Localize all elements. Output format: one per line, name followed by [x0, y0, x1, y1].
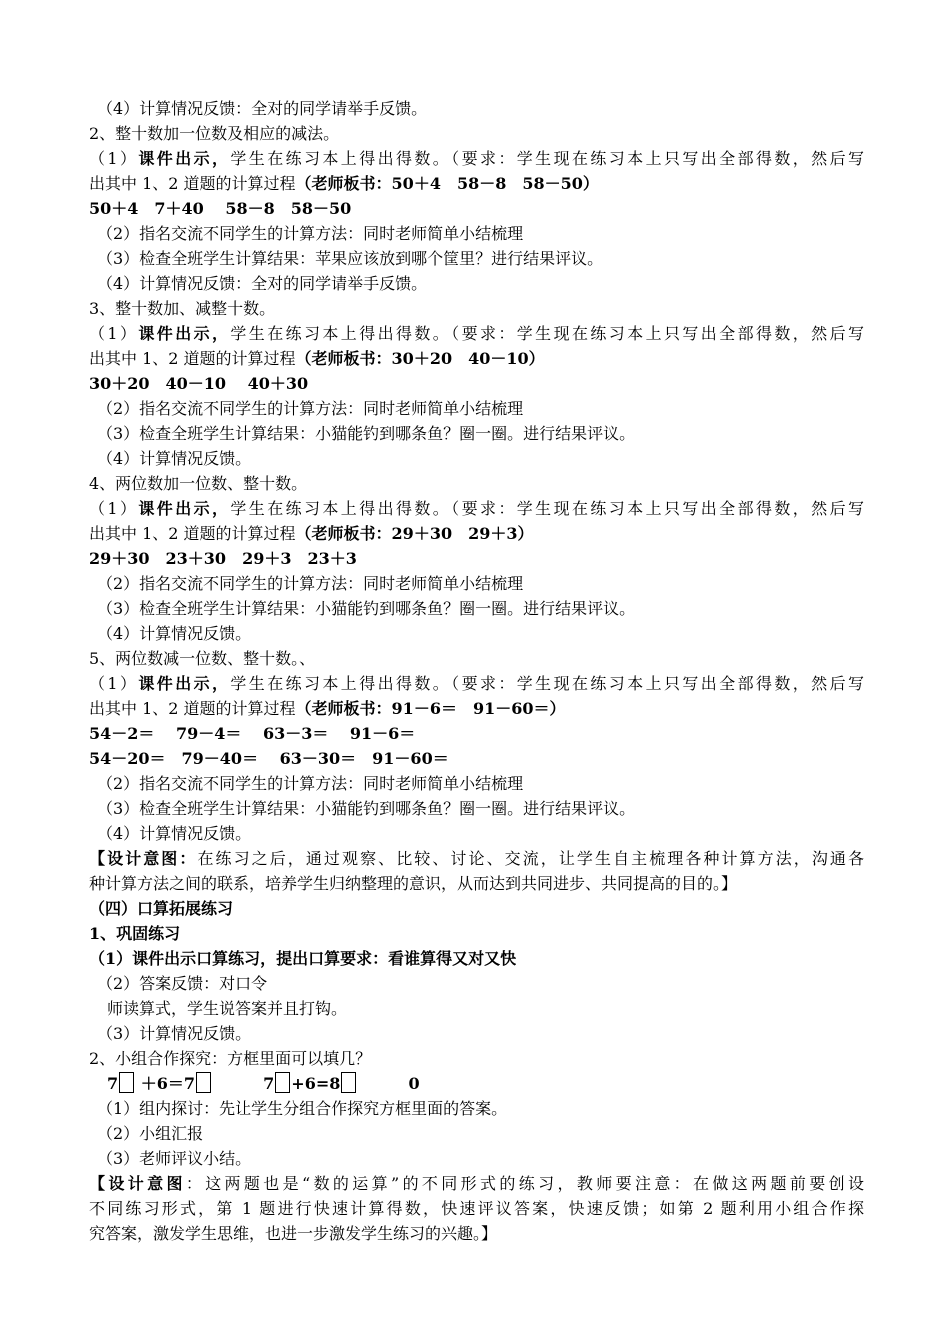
paragraph: （2）指名交流不同学生的计算方法：同时老师简单小结梳理	[97, 224, 524, 243]
paragraph: （3）检查全班学生计算结果：苹果应该放到哪个筐里？进行结果评议。	[97, 249, 604, 268]
fill-in-box-equations	[89, 1071, 864, 1096]
equation-line: 50＋4 7＋40 58－8 58－50	[89, 199, 352, 218]
section-heading: 2、整十数加一位数及相应的减法。	[89, 124, 340, 143]
equation-2: 7 +6=8	[263, 1074, 357, 1093]
paragraph: （1）课件出示，学生在练习本上得出得数。（要求：学生现在练习本上只写出全部得数，然后写	[89, 324, 864, 343]
paragraph: 出其中 1、2 道题的计算过程（老师板书：30＋20 40－10）	[89, 349, 545, 368]
answer-box	[196, 1072, 211, 1093]
paragraph: （3）检查全班学生计算结果：小猫能钓到哪条鱼？圈一圈。进行结果评议。	[97, 424, 636, 443]
paragraph: （4）计算情况反馈。	[97, 824, 252, 843]
paragraph: （2）答案反馈：对口令	[97, 974, 268, 993]
paragraph: （3）检查全班学生计算结果：小猫能钓到哪条鱼？圈一圈。进行结果评议。	[97, 599, 636, 618]
paragraph: 出其中 1、2 道题的计算过程（老师板书：29＋30 29＋3）	[89, 524, 534, 543]
paragraph: （4）计算情况反馈。	[97, 624, 252, 643]
paragraph: （1）课件出示，学生在练习本上得出得数。（要求：学生现在练习本上只写出全部得数，然后写	[89, 149, 864, 168]
answer-box	[341, 1072, 356, 1093]
paragraph: （2）指名交流不同学生的计算方法：同时老师简单小结梳理	[97, 399, 524, 418]
paragraph: 出其中 1、2 道题的计算过程（老师板书：50＋4 58－8 58－50）	[89, 174, 599, 193]
equation-1: 7 ＋6＝7	[107, 1074, 212, 1093]
answer-box	[275, 1072, 290, 1093]
design-intent-note: 【设计意图：这两题也是“数的运算”的不同形式的练习，教师要注意：在做这两题前要创设	[89, 1174, 864, 1193]
paragraph: （2）指名交流不同学生的计算方法：同时老师简单小结梳理	[97, 774, 524, 793]
paragraph: （1）课件出示口算练习，提出口算要求：看谁算得又对又快	[89, 949, 517, 968]
design-intent-note: 种计算方法之间的联系，培养学生归纳整理的意识，从而达到共同进步、共同提高的目的。】	[89, 874, 738, 893]
paragraph: （4）计算情况反馈。	[97, 449, 252, 468]
equation-line: 30＋20 40－10 40＋30	[89, 374, 309, 393]
paragraph: （3）老师评议小结。	[97, 1149, 252, 1168]
design-intent-note: 【设计意图：在练习之后，通过观察、比较、讨论、交流，让学生自主梳理各种计算方法，沟通各	[89, 849, 864, 868]
section-heading: 3、整十数加、减整十数。	[89, 299, 276, 318]
section-heading: 4、两位数加一位数、整十数。	[89, 474, 308, 493]
equation-line: 54－2＝ 79－4＝ 63－3＝ 91－6＝	[89, 724, 416, 743]
section-heading: 5、两位数减一位数、整十数。、	[89, 649, 316, 668]
design-intent-note: 不同练习形式，第 1 题进行快速计算得数，快速评议答案，快速反馈；如第 2 题利用小组合作探	[89, 1199, 864, 1218]
paragraph: （3）检查全班学生计算结果：小猫能钓到哪条鱼？圈一圈。进行结果评议。	[97, 799, 636, 818]
paragraph: （3）计算情况反馈。	[97, 1024, 252, 1043]
design-intent-note: 究答案，激发学生思维，也进一步激发学生练习的兴趣。】	[89, 1224, 498, 1243]
equation-line: 54－20＝ 79－40＝ 63－30＝ 91－60＝	[89, 749, 449, 768]
paragraph: （1）组内探讨：先让学生分组合作探究方框里面的答案。	[97, 1099, 508, 1118]
answer-box	[119, 1072, 134, 1093]
paragraph: （2）小组汇报	[97, 1124, 204, 1143]
paragraph: （4）计算情况反馈：全对的同学请举手反馈。	[97, 99, 428, 118]
equation-3: 0	[408, 1074, 420, 1093]
paragraph: 师读算式，学生说答案并且打钩。	[107, 999, 348, 1018]
paragraph: （2）指名交流不同学生的计算方法：同时老师简单小结梳理	[97, 574, 524, 593]
section-heading: 2、小组合作探究：方框里面可以填几？	[89, 1049, 372, 1068]
paragraph: （4）计算情况反馈：全对的同学请举手反馈。	[97, 274, 428, 293]
equation-line: 29＋30 23＋30 29＋3 23＋3	[89, 549, 357, 568]
document-body	[89, 96, 864, 1246]
subsection-heading: 1、巩固练习	[89, 924, 181, 943]
paragraph: （1）课件出示，学生在练习本上得出得数。（要求：学生现在练习本上只写出全部得数，然后写	[89, 499, 864, 518]
paragraph: （1）课件出示，学生在练习本上得出得数。（要求：学生现在练习本上只写出全部得数，然后写	[89, 674, 864, 693]
paragraph: 出其中 1、2 道题的计算过程（老师板书：91－6＝ 91－60＝）	[89, 699, 566, 718]
subsection-heading: （四）口算拓展练习	[89, 899, 234, 918]
